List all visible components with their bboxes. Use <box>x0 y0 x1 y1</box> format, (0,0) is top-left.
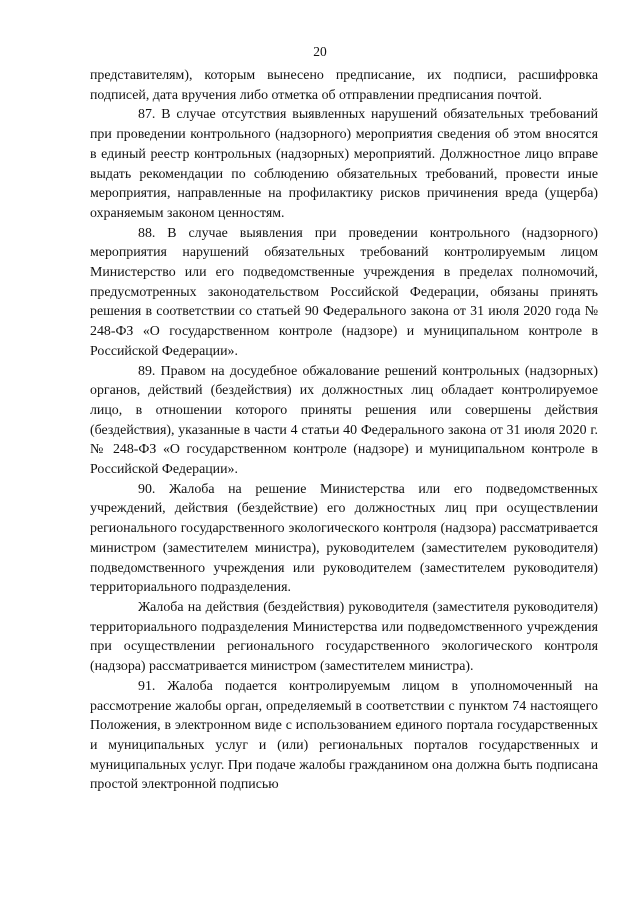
paragraph-90-second: Жалоба на действия (бездействия) руководителя (заместителя руководителя) территориального подразделения Министерства или подведомственного учреждения при осуществлении регионального государственного экологического контроля (надзора) рассматривается министром (заместителем министра). <box>90 599 598 675</box>
paragraph-89: 89. Правом на досудебное обжалование решений контрольных (надзорных) органов, действий (бездействия) их должностных лиц обладает контролируемое лицо, в отношении которого приняты решения или совершены действия (бездействия), указанные в части 4 статьи 40 Федерального закона от 31 июля 2020 г. № 248-ФЗ «О государственном контроле (надзоре) и муниципальном контроле в Российской Федерации». <box>90 363 598 478</box>
paragraph-continuation: представителям), которым вынесено предписание, их подписи, расшифровка подписей, дата вручения либо отметка об отправлении предписания почтой. <box>90 68 598 103</box>
document-body <box>90 66 598 795</box>
paragraph-91: 91. Жалоба подается контролируемым лицом в уполномоченный на рассмотрение жалобы орган, определяемый в соответствии с пунктом 74 настоящего Положения, в электронном виде с использованием единого портала государственных и муниципальных услуг и (или) региональных порталов государственных и муниципальных услуг. При подаче жалобы гражданином она должна быть подписана простой электронной подписью <box>90 678 598 793</box>
paragraph-87: 87. В случае отсутствия выявленных нарушений обязательных требований при проведении контрольного (надзорного) мероприятия сведения об этом вносятся в единый реестр контрольных (надзорных) мероприятий. Должностное лицо вправе выдать рекомендации по соблюдению обязательных требований, провести иные мероприятия, направленные на профилактику рисков причинения вреда (ущерба) охраняемым законом ценностям. <box>90 107 598 221</box>
paragraph-90: 90. Жалоба на решение Министерства или его подведомственных учреждений, действия (бездействие) его должностных лиц при осуществлении регионального государственного экологического контроля (надзора) рассматривается министром (заместителем министра), руководителем (заместителем руководителя) подведомственного учреждения или руководителем (заместителем руководителя) территориального подразделения. <box>90 481 598 596</box>
paragraph-88: 88. В случае выявления при проведении контрольного (надзорного) мероприятия нарушений обязательных требований контролируемым лицом Министерство или его подведомственные учреждения в пределах полномочий, предусмотренных законодательством Российской Федерации, обязаны принять решения в соответствии со статьей 90 Федерального закона от 31 июля 2020 года № 248-ФЗ «О государственном контроле (надзоре) и муниципальном контроле в Российской Федерации». <box>90 225 598 359</box>
page-number: 20 <box>313 44 327 59</box>
